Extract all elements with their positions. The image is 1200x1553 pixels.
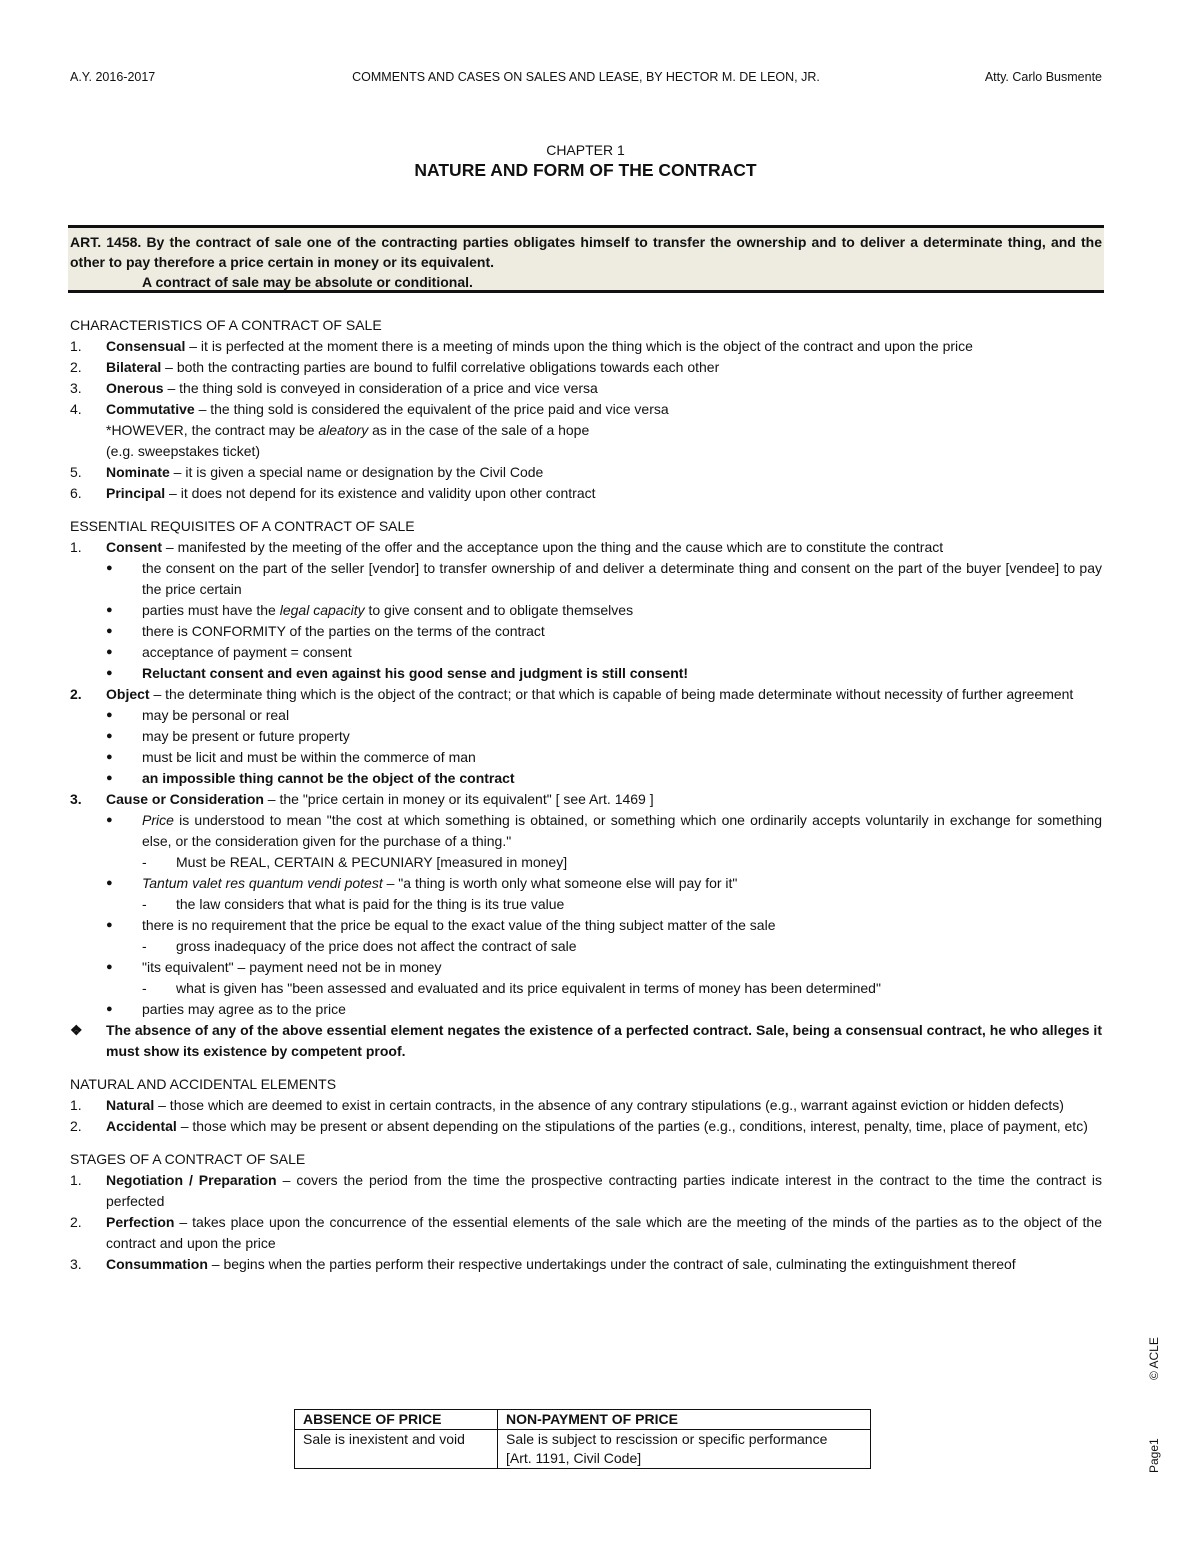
sub-item: - gross inadequacy of the price does not affect the contract of sale xyxy=(70,936,1102,957)
page-number: Page1 xyxy=(1147,1438,1161,1473)
table-header-row xyxy=(295,1410,871,1430)
bullet-item: ● parties may agree as to the price xyxy=(70,999,1102,1020)
bullet-icon: ● xyxy=(106,604,113,616)
list-item: 2. Object – the determinate thing which is the object of the contract; or that which is capable of being made determinate without necessity of further agreement xyxy=(70,686,1074,702)
dash-icon: - xyxy=(142,896,147,912)
list-item: 1. Consent – manifested by the meeting of the offer and the acceptance upon the thing and the cause which are to constitute the contract xyxy=(70,539,944,555)
table-cell: Sale is subject to rescission or specific performance [Art. 1191, Civil Code] xyxy=(498,1430,871,1469)
article-box xyxy=(68,225,1104,293)
list-item: 3. Onerous – the thing sold is conveyed in consideration of a price and vice versa xyxy=(70,380,598,396)
section-stages xyxy=(70,1149,1102,1275)
header-author: Atty. Carlo Busmente xyxy=(984,70,1102,84)
list-item: 1. Consensual – it is perfected at the moment there is a meeting of minds upon the thing which is the object of the contract and upon the price xyxy=(70,338,973,354)
bullet-icon: ● xyxy=(106,562,113,574)
section-heading: ESSENTIAL REQUISITES OF A CONTRACT OF SALE xyxy=(70,518,415,534)
list-item: 5. Nominate – it is given a special name or designation by the Civil Code xyxy=(70,464,544,480)
diamond-icon: ❖ xyxy=(70,1022,83,1038)
table-row xyxy=(295,1430,871,1469)
bullet-item: ● an impossible thing cannot be the object of the contract xyxy=(70,768,1102,789)
table-header: ABSENCE OF PRICE xyxy=(295,1410,498,1430)
bullet-item: ● "its equivalent" – payment need not be in money xyxy=(70,957,1102,978)
bullet-item: ● parties must have the legal capacity to give consent and to obligate themselves xyxy=(70,600,1102,621)
bullet-item: ● acceptance of payment = consent xyxy=(70,642,1102,663)
table-header: NON-PAYMENT OF PRICE xyxy=(498,1410,871,1430)
list-item: 2. Perfection – takes place upon the concurrence of the essential elements of the sale which are the meeting of the minds of the parties as to the object of the contract and upon the price xyxy=(70,1214,1102,1251)
bullet-icon: ● xyxy=(106,877,113,889)
chapter-title: NATURE AND FORM OF THE CONTRACT xyxy=(414,160,757,180)
bullet-icon: ● xyxy=(106,709,113,721)
sub-item: - the law considers that what is paid for the thing is its true value xyxy=(70,894,1102,915)
dash-icon: - xyxy=(142,980,147,996)
section-heading: STAGES OF A CONTRACT OF SALE xyxy=(70,1151,306,1167)
bullet-icon: ● xyxy=(106,625,113,637)
bullet-icon: ● xyxy=(106,667,113,679)
bullet-item: ● Tantum valet res quantum vendi potest – "a thing is worth only what someone else will pay for it" xyxy=(70,873,1102,894)
main-content xyxy=(70,315,1102,1275)
bullet-item: ● Price is understood to mean "the cost at which something is obtained, or something which one ordinarily accepts voluntarily in exchange for something else, or the consideration given for the purchase of a thing." xyxy=(70,810,1102,852)
bullet-item: ● there is CONFORMITY of the parties on the terms of the contract xyxy=(70,621,1102,642)
list-item: 1. Negotiation / Preparation – covers the period from the time the prospective contracting parties indicate interest in the contract to the time the contract is perfected xyxy=(70,1172,1102,1209)
bullet-item: ● Reluctant consent and even against his good sense and judgment is still consent! xyxy=(70,663,1102,684)
note-text: *HOWEVER, the contract may be aleatory as in the case of the sale of a hope xyxy=(106,422,590,438)
bullet-item: ● there is no requirement that the price be equal to the exact value of the thing subject matter of the sale xyxy=(70,915,1102,936)
dash-icon: - xyxy=(142,938,147,954)
list-item: 1. Natural – those which are deemed to exist in certain contracts, in the absence of any contrary stipulations (e.g., warrant against eviction or hidden defects) xyxy=(70,1097,1064,1113)
bullet-icon: ● xyxy=(106,772,113,784)
list-item: 2. Bilateral – both the contracting parties are bound to fulfil correlative obligations towards each other xyxy=(70,359,720,375)
list-item: 3. Consummation – begins when the parties perform their respective undertakings under the contract of sale, culminating the extinguishment thereof xyxy=(70,1256,1016,1272)
list-item: 3. Cause or Consideration – the "price certain in money or its equivalent" [ see Art. 1469 ] xyxy=(70,791,654,807)
list-item: 2. Accidental – those which may be present or absent depending on the stipulations of the parties (e.g., conditions, interest, penalty, time, place of payment, etc) xyxy=(70,1118,1088,1134)
bullet-icon: ● xyxy=(106,730,113,742)
bullet-item: ● must be licit and must be within the commerce of man xyxy=(70,747,1102,768)
dash-icon: - xyxy=(142,854,147,870)
section-essentials xyxy=(70,516,1102,1062)
list-item: 6. Principal – it does not depend for its existence and validity upon other contract xyxy=(70,485,596,501)
bullet-item: ● may be present or future property xyxy=(70,726,1102,747)
copyright-mark: © ACLE xyxy=(1147,1337,1161,1380)
sub-item: - Must be REAL, CERTAIN & PECUNIARY [measured in money] xyxy=(70,852,1102,873)
bullet-icon: ● xyxy=(106,814,113,826)
article-text: ART. 1458. By the contract of sale one of the contracting parties obligates himself to transfer the ownership and to deliver a determinate thing, and the other to pay therefore a price certain in money or its equivalent. xyxy=(70,234,1102,270)
table-cell: Sale is inexistent and void xyxy=(295,1430,498,1469)
section-heading: CHARACTERISTICS OF A CONTRACT OF SALE xyxy=(70,317,382,333)
note-text: (e.g. sweepstakes ticket) xyxy=(106,443,261,459)
header-book-title: COMMENTS AND CASES ON SALES AND LEASE, BY HECTOR M. DE LEON, JR. xyxy=(352,70,820,84)
bullet-item: ● the consent on the part of the seller [vendor] to transfer ownership of and deliver a determinate thing and consent on the part of the buyer [vendee] to pay the price certain xyxy=(70,558,1102,600)
article-text-2: A contract of sale may be absolute or conditional. xyxy=(142,274,473,290)
header-academic-year: A.Y. 2016-2017 xyxy=(70,70,156,84)
bullet-icon: ● xyxy=(106,646,113,658)
sub-item: - what is given has "been assessed and evaluated and its price equivalent in terms of money has been determined" xyxy=(70,978,1102,999)
bullet-icon: ● xyxy=(106,919,113,931)
bullet-item: ● may be personal or real xyxy=(70,705,1102,726)
bullet-icon: ● xyxy=(106,961,113,973)
section-elements xyxy=(70,1074,1102,1137)
chapter-label: CHAPTER 1 xyxy=(546,142,625,158)
section-characteristics xyxy=(70,315,1102,504)
section-heading: NATURAL AND ACCIDENTAL ELEMENTS xyxy=(70,1076,337,1092)
bullet-icon: ● xyxy=(106,1003,113,1015)
conclusion-note: ❖ The absence of any of the above essential element negates the existence of a perfected contract. Sale, being a consensual contract, he who alleges it must show its existence by competent proof. xyxy=(70,1020,1102,1062)
bullet-icon: ● xyxy=(106,751,113,763)
comparison-table xyxy=(294,1409,871,1469)
list-item: 4. Commutative – the thing sold is considered the equivalent of the price paid and vice versa xyxy=(70,401,669,417)
